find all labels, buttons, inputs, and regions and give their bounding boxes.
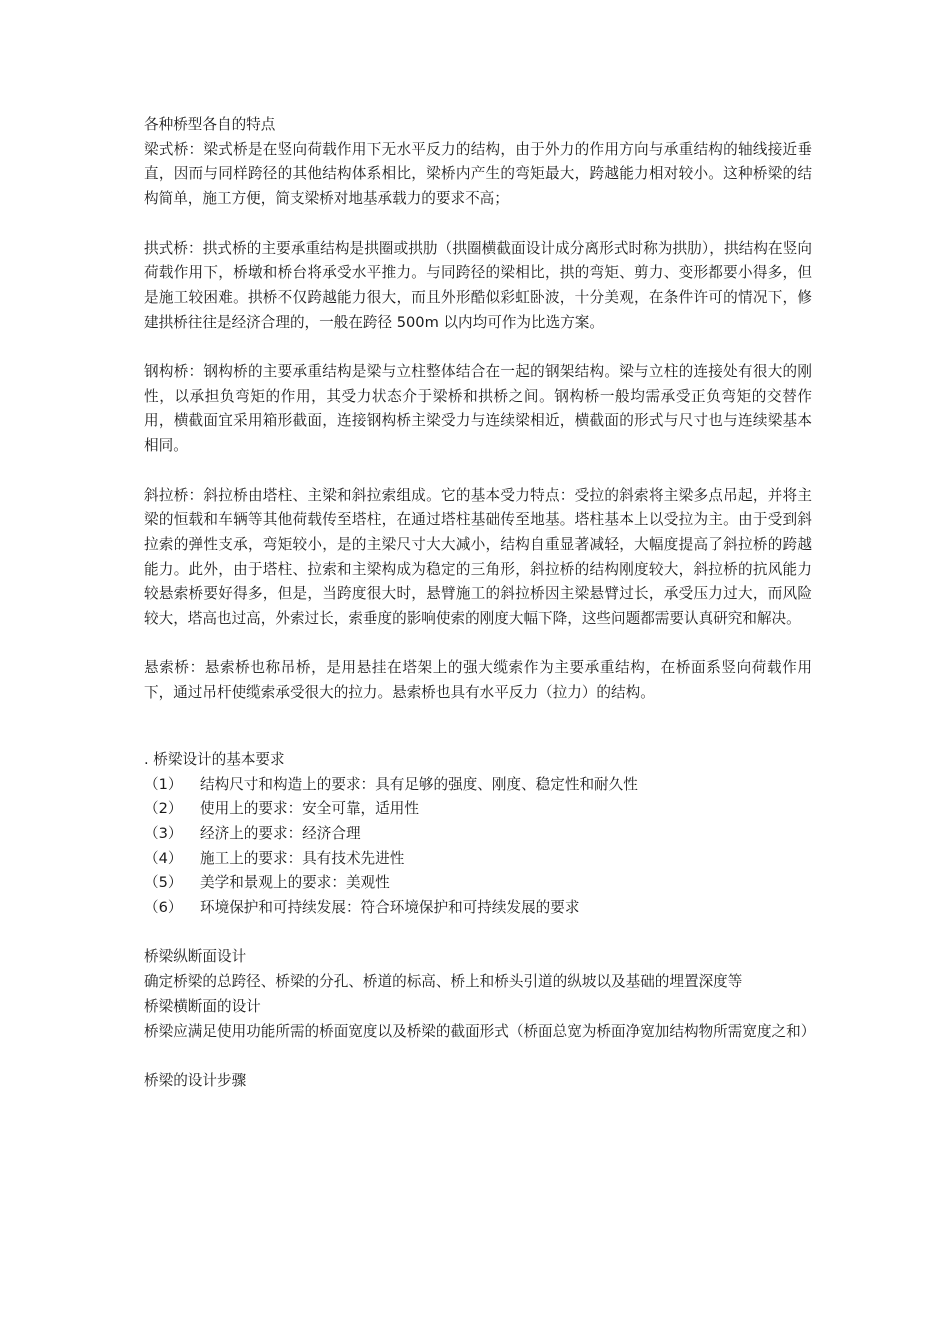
list-text: 环境保护和可持续发展：符合环境保护和可持续发展的要求 [200, 899, 580, 917]
list-text: 结构尺寸和构造上的要求：具有足够的强度、刚度、稳定性和耐久性 [200, 775, 638, 793]
spacer [144, 212, 812, 237]
list-item [144, 773, 812, 798]
paragraph-suspension-bridge: 悬索桥：悬索桥也称吊桥，是用悬挂在塔架上的强大缆索作为主要承重结构，在桥面系竖向荷载作用下，通过吊杆使缆索承受很大的拉力。悬索桥也具有水平反力（拉力）的结构。 [144, 659, 812, 702]
longitudinal-heading: 桥梁纵断面设计 [144, 948, 247, 966]
list-text: 经济上的要求：经济合理 [200, 824, 361, 842]
spacer [144, 706, 812, 748]
list-number: （6） [144, 899, 183, 917]
paragraph-rigid-frame-bridge: 钢构桥：钢构桥的主要承重结构是梁与立柱整体结合在一起的钢架结构。梁与立柱的连接处有很大的刚性，以承担负弯矩的作用，其受力状态介于梁桥和拱桥之间。钢构桥一般均需承受正负弯矩的交替作用，横截面宜采用箱形截面，连接钢构桥主梁受力与连续梁相近，横截面的形式与尺寸也与连续梁基本相同。 [144, 363, 812, 455]
list-number: （5） [144, 874, 183, 892]
paragraph-arch-bridge: 拱式桥：拱式桥的主要承重结构是拱圈或拱肋（拱圈横截面设计成分离形式时称为拱肋），拱结构在竖向荷载作用下，桥墩和桥台将承受水平推力。与同跨径的梁相比，拱的弯矩、剪力、变形都要小得多，但是施工较困难。拱桥不仅跨越能力很大，而且外形酷似彩虹卧波，十分美观，在条件许可的情况下，修建拱桥往往是经济合理的，一般在跨径 500m 以内均可作为比选方案。 [144, 239, 812, 331]
longitudinal-text: 确定桥梁的总跨径、桥梁的分孔、桥道的标高、桥上和桥头引道的纵坡以及基础的埋置深度等 [144, 973, 743, 991]
list-item [144, 797, 812, 822]
doc-title: 各种桥型各自的特点 [144, 116, 276, 133]
paragraph-beam-bridge: 梁式桥：梁式桥是在竖向荷载作用下无水平反力的结构，由于外力的作用方向与承重结构的轴线接近垂直，因而与同样跨径的其他结构体系相比，梁桥内产生的弯矩最大，跨越能力相对较小。这种桥梁的结构简单，施工方便，简支梁桥对地基承载力的要求不高； [144, 140, 812, 208]
spacer [144, 459, 812, 484]
document-page [144, 113, 816, 1094]
spacer [144, 921, 812, 946]
paragraph-cable-stayed-bridge: 斜拉桥：斜拉桥由塔柱、主梁和斜拉索组成。它的基本受力特点：受拉的斜索将主梁多点吊起，并将主梁的恒载和车辆等其他荷载传至塔柱，在通过塔柱基础传至地基。塔柱基本上以受拉为主。由于受到斜拉索的弹性支承，弯矩较小，是的主梁尺寸大大减小，结构自重显著减轻，大幅度提高了斜拉桥的跨越能力。此外，由于塔柱、拉索和主梁构成为稳定的三角形，斜拉桥的结构刚度较大，斜拉桥的抗风能力较悬索桥要好得多，但是，当跨度很大时，悬臂施工的斜拉桥因主梁悬臂过长，承受压力过大，而风险较大，塔高也过高，外索过长，索垂度的影响使索的刚度大幅下降，这些问题都需要认真研究和解决。 [144, 486, 812, 628]
requirements-list [144, 773, 812, 921]
list-text: 使用上的要求：安全可靠，适用性 [200, 800, 419, 818]
list-number: （2） [144, 800, 183, 818]
list-number: （4） [144, 849, 183, 867]
list-text: 美学和景观上的要求：美观性 [200, 874, 390, 892]
cross-section-heading: 桥梁横断面的设计 [144, 997, 261, 1015]
list-item [144, 871, 812, 896]
requirements-heading: . 桥梁设计的基本要求 [144, 750, 285, 768]
list-number: （3） [144, 824, 183, 842]
list-item [144, 822, 812, 847]
list-text: 施工上的要求：具有技术先进性 [200, 849, 405, 867]
cross-section-text: 桥梁应满足使用功能所需的桥面宽度以及桥梁的截面形式（桥面总宽为桥面净宽加结构物所需宽度之和） [144, 1022, 816, 1040]
list-item [144, 847, 812, 872]
spacer [144, 1044, 812, 1069]
spacer [144, 632, 812, 657]
spacer [144, 335, 812, 360]
list-item [144, 896, 812, 921]
list-number: （1） [144, 775, 183, 793]
design-steps-heading: 桥梁的设计步骤 [144, 1071, 247, 1089]
